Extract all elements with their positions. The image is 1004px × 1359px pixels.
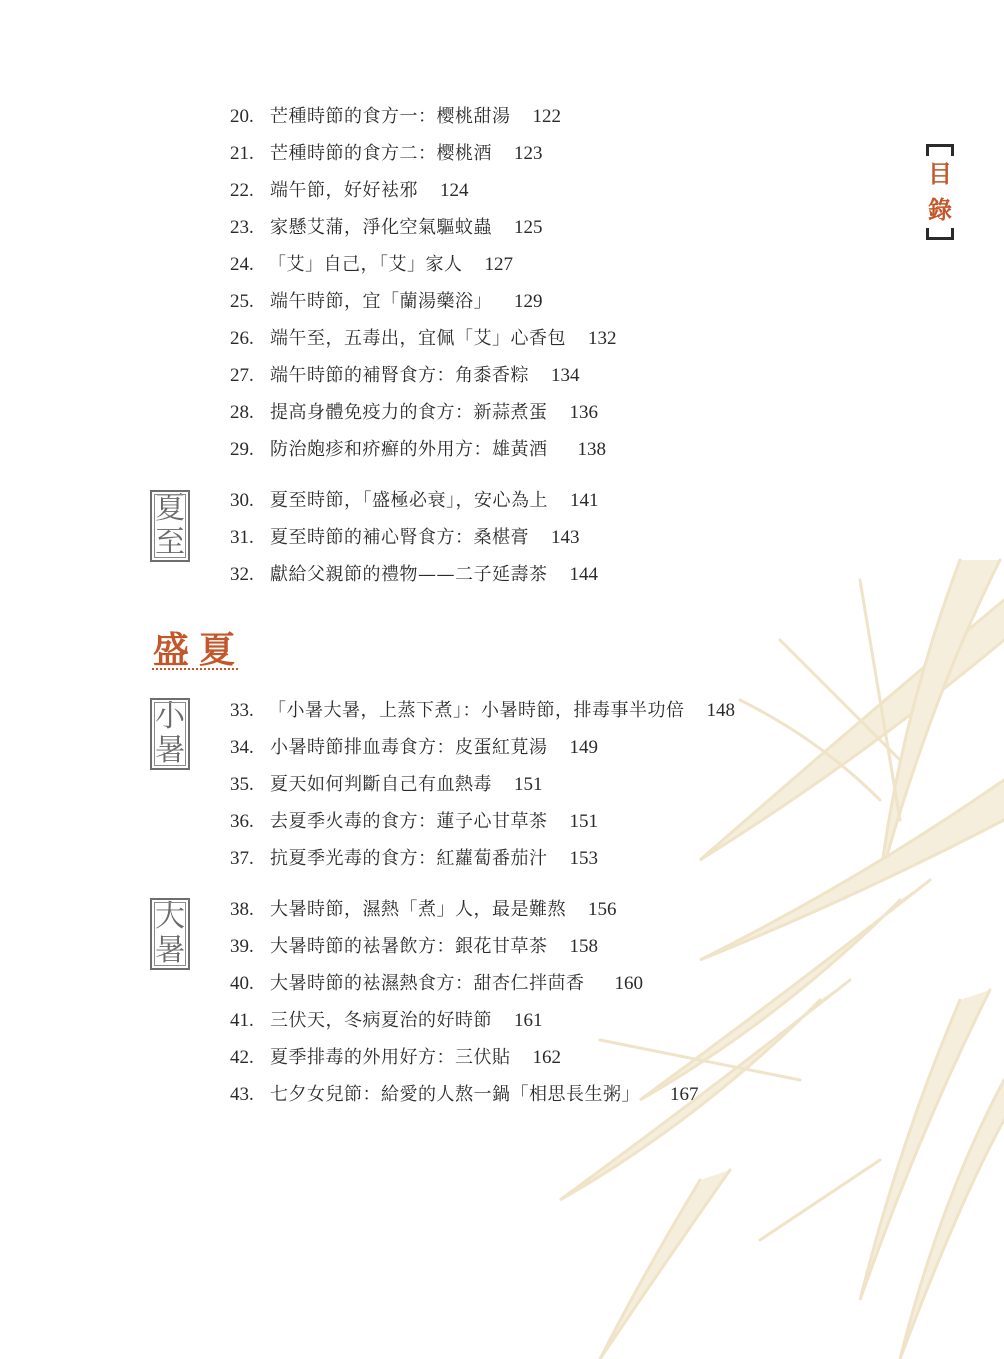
entry-number: 34. <box>230 737 254 758</box>
entry-number: 36. <box>230 811 254 832</box>
toc-entry[interactable] <box>230 523 580 553</box>
entry-title: 「艾」自己，「艾」家人 <box>268 254 463 275</box>
entry-number: 21. <box>230 143 254 164</box>
entry-title: 「小暑大暑，上蒸下煮」：小暑時節，排毒事半功倍 <box>268 700 685 721</box>
bracket-top-icon <box>926 144 954 156</box>
stamp-char: 暑 <box>155 933 185 968</box>
entry-page: 161 <box>514 1010 543 1031</box>
entry-number: 30. <box>230 490 254 511</box>
entry-title: 夏天如何判斷自己有血熱毒 <box>270 774 492 795</box>
stamp-xiaoshu <box>150 698 190 770</box>
entry-title: 夏至時節，「盛極必衰」，安心為上 <box>270 490 548 511</box>
entry-page: 141 <box>570 490 599 511</box>
entry-title: 抗夏季光毒的食方：紅蘿蔔番茄汁 <box>270 848 548 869</box>
entry-number: 32. <box>230 564 254 585</box>
toc-entry[interactable] <box>230 969 643 999</box>
entry-number: 37. <box>230 848 254 869</box>
entry-number: 25. <box>230 291 254 312</box>
toc-entry[interactable] <box>230 560 598 590</box>
sidebar-char: 錄 <box>928 195 952 224</box>
entry-page: 144 <box>569 564 598 585</box>
entry-title: 獻給父親節的禮物——二子延壽茶 <box>270 564 548 585</box>
toc-entry[interactable] <box>230 932 598 962</box>
entry-page: 127 <box>484 254 513 275</box>
entry-page: 167 <box>670 1084 699 1105</box>
toc-entry[interactable] <box>230 844 598 874</box>
entry-page: 156 <box>588 899 617 920</box>
toc-sidebar-label <box>924 144 956 240</box>
entry-number: 43. <box>230 1084 254 1105</box>
entry-number: 31. <box>230 527 254 548</box>
toc-entry[interactable] <box>230 895 617 925</box>
toc-entry[interactable] <box>230 696 735 726</box>
entry-page: 158 <box>569 936 598 957</box>
toc-entry[interactable] <box>230 1080 699 1110</box>
toc-entry[interactable] <box>230 435 606 465</box>
entry-title: 七夕女兒節：給愛的人熬一鍋「相思長生粥」 <box>270 1084 640 1105</box>
entry-title: 去夏季火毒的食方：蓮子心甘草茶 <box>270 811 548 832</box>
entry-page: 151 <box>569 811 598 832</box>
stamp-char: 小 <box>155 699 185 734</box>
entry-number: 22. <box>230 180 254 201</box>
entry-number: 39. <box>230 936 254 957</box>
stamp-char: 暑 <box>155 733 185 768</box>
stamp-char: 夏 <box>155 491 185 526</box>
toc-entry[interactable] <box>230 770 543 800</box>
entry-page: 149 <box>569 737 598 758</box>
entry-title: 大暑時節，濕熱「煮」人，最是難熬 <box>270 899 566 920</box>
entry-page: 123 <box>514 143 543 164</box>
entry-number: 24. <box>230 254 254 275</box>
entry-number: 35. <box>230 774 254 795</box>
entry-page: 136 <box>569 402 598 423</box>
entry-title: 防治皰疹和疥癬的外用方：雄黃酒 <box>270 439 548 460</box>
entry-title: 芒種時節的食方一：樱桃甜湯 <box>270 106 511 127</box>
entry-number: 20. <box>230 106 254 127</box>
toc-entry[interactable] <box>230 807 598 837</box>
entry-page: 138 <box>577 439 606 460</box>
entry-number: 29. <box>230 439 254 460</box>
entry-number: 40. <box>230 973 254 994</box>
stamp-dashu <box>150 898 190 970</box>
entry-page: 125 <box>514 217 543 238</box>
entry-page: 132 <box>588 328 617 349</box>
entry-title: 小暑時節排血毒食方：皮蛋紅莧湯 <box>270 737 548 758</box>
entry-page: 143 <box>551 527 580 548</box>
entry-title: 端午時節，宜「蘭湯藥浴」 <box>270 291 492 312</box>
stamp-char: 至 <box>155 525 185 560</box>
entry-page: 134 <box>551 365 580 386</box>
entry-number: 41. <box>230 1010 254 1031</box>
sidebar-char: 目 <box>928 159 952 188</box>
entry-page: 129 <box>514 291 543 312</box>
toc-entry[interactable] <box>230 102 561 132</box>
entry-page: 151 <box>514 774 543 795</box>
section-title: 盛夏 <box>153 629 246 671</box>
entry-number: 27. <box>230 365 254 386</box>
toc-entry[interactable] <box>230 213 543 243</box>
bracket-bottom-icon <box>926 228 954 240</box>
section-title-underline <box>152 668 238 670</box>
entry-title: 大暑時節的袪暑飲方：銀花甘草茶 <box>270 936 548 957</box>
toc-entry[interactable] <box>230 1006 543 1036</box>
entry-page: 153 <box>569 848 598 869</box>
entry-title: 家懸艾蒲，淨化空氣驅蚊蟲 <box>270 217 492 238</box>
entry-number: 33. <box>230 700 254 721</box>
toc-entry[interactable] <box>230 361 580 391</box>
entry-page: 162 <box>532 1047 561 1068</box>
entry-number: 38. <box>230 899 254 920</box>
entry-number: 23. <box>230 217 254 238</box>
entry-page: 124 <box>440 180 469 201</box>
toc-entry[interactable] <box>230 139 543 169</box>
entry-title: 夏至時節的補心腎食方：桑椹膏 <box>270 527 529 548</box>
entry-title: 端午至，五毒出，宜佩「艾」心香包 <box>270 328 566 349</box>
entry-title: 提高身體免疫力的食方：新蒜煮蛋 <box>270 402 548 423</box>
entry-title: 端午時節的補腎食方：角黍香粽 <box>270 365 529 386</box>
stamp-xiazhi <box>150 490 190 562</box>
entry-title: 大暑時節的袪濕熱食方：甜杏仁拌茴香 <box>270 973 585 994</box>
entry-page: 122 <box>532 106 561 127</box>
toc-entry[interactable] <box>230 176 469 206</box>
toc-entry[interactable] <box>230 486 599 516</box>
toc-entry[interactable] <box>230 1043 561 1073</box>
toc-entry[interactable] <box>230 398 598 428</box>
toc-entry[interactable] <box>230 733 598 763</box>
stamp-char: 大 <box>155 899 185 934</box>
entry-number: 28. <box>230 402 254 423</box>
entry-title: 芒種時節的食方二：樱桃酒 <box>270 143 492 164</box>
entry-number: 26. <box>230 328 254 349</box>
entry-page: 160 <box>614 973 643 994</box>
entry-title: 端午節，好好袪邪 <box>270 180 418 201</box>
entry-title: 夏季排毒的外用好方：三伏貼 <box>270 1047 511 1068</box>
toc-entry[interactable] <box>230 287 543 317</box>
toc-entry[interactable] <box>230 250 513 280</box>
entry-title: 三伏天，冬病夏治的好時節 <box>270 1010 492 1031</box>
toc-entry[interactable] <box>230 324 617 354</box>
entry-page: 148 <box>706 700 735 721</box>
entry-number: 42. <box>230 1047 254 1068</box>
